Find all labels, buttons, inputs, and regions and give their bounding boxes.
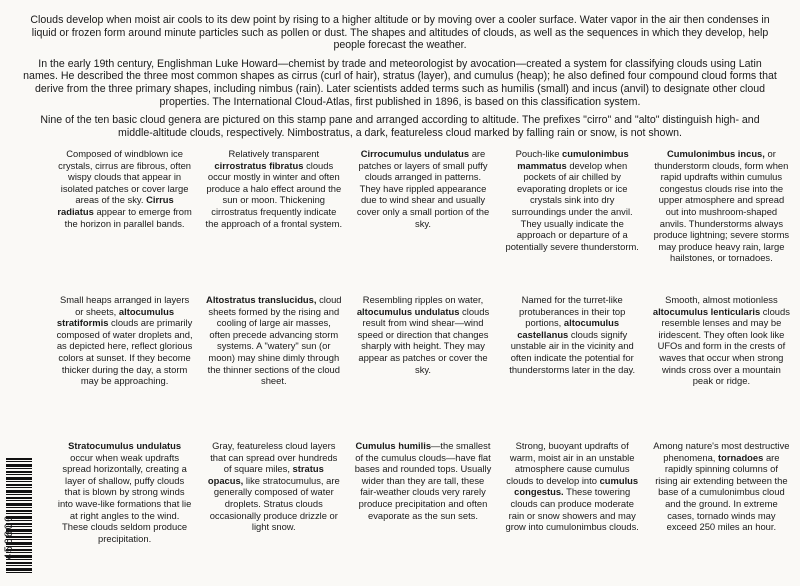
cell-pre: Strong, buoyant updrafts of warm, moist air in an unstable atmosphere cause cumulus clouds to develop into bbox=[506, 440, 635, 486]
cloud-name: altocumulus undulatus bbox=[356, 305, 460, 317]
cell-post: cloud sheets formed by the rising and cooling of large air masses, often precede advancing storm systems. A "watery" sun (or moon) may shine dimly through the thinner sections of the cloud sheet. bbox=[207, 294, 342, 387]
cloud-name: Cumulus humilis bbox=[355, 440, 432, 451]
cloud-cell-3 bbox=[348, 144, 497, 290]
cell-pre: Relatively transparent bbox=[228, 148, 320, 159]
cloud-name: altocumulus lenticularis bbox=[652, 305, 761, 317]
cloud-cell-15 bbox=[647, 436, 796, 580]
cell-pre: Among nature's most destructive phenomena, bbox=[653, 440, 790, 463]
cell-post: are patches or layers of small puffy clouds arranged in patterns. They have rippled appearance due to wind shear and usually cover only a small portion of the sky. bbox=[356, 148, 490, 229]
cloud-name: stratus opacus, bbox=[207, 463, 324, 486]
cell-post: —the smallest of the cumulus clouds—have flat bases and rounded tops. Usually wider than they are tall, these fair-weather clouds very rarely produce precipitation and often evaporate as the sun sets. bbox=[354, 440, 492, 521]
intro-paragraph-2: In the early 19th century, Englishman Luke Howard—chemist by trade and meteorologist by avocation—created a system for classifying clouds using Latin names. He described the three most common shapes as cirrus (curl of hair), stratus (layer), and cumulus (heap); he also defined four compound cloud forms that derive from the three primary shapes, including nimbus (rain). Later scientists added terms such as humilis (small) and incus (anvil) to designate other cloud properties. The International Cloud-Atlas, first published in 1896, is based on this classification system. bbox=[23, 57, 777, 108]
cell-post: clouds are primarily composed of water droplets and, as depicted here, reflect glorious colors at sunset. If they become thicker during the day, a storm may be approaching. bbox=[56, 317, 193, 387]
cloud-cell-12 bbox=[199, 436, 348, 580]
cloud-description-grid bbox=[50, 144, 796, 580]
intro-paragraph-3: Nine of the ten basic cloud genera are pictured on this stamp pane and arranged according to altitude. The prefixes "cirro" and "alto" distinguish high- and middle-altitude clouds, respectively. Nimbostratus, a dark, featureless cloud marked by falling rain or snow, is not shown. bbox=[40, 114, 760, 139]
cell-post: develop when pockets of air chilled by evaporating droplets or ice crystals sink into dry surroundings under the anvil. They usually indicate the approach or departure of a potentially severe thunderstorm. bbox=[505, 159, 639, 252]
cell-pre: Smooth, almost motionless bbox=[665, 294, 778, 305]
cloud-cell-1 bbox=[50, 144, 199, 290]
cell-post: clouds occur mostly in winter and often produce a halo effect around the sun or moon. Thickening cirrostratus frequently indicate the approach of a frontal system. bbox=[205, 159, 343, 229]
cloud-cell-4 bbox=[498, 144, 647, 290]
cloud-name: altocumulus stratiformis bbox=[56, 305, 175, 329]
cloud-name: Altostratus translucidus, bbox=[206, 294, 317, 305]
cell-pre: Small heaps arranged in layers or sheets, bbox=[59, 294, 190, 317]
cell-post: clouds result from wind shear—wind speed or direction that changes sharply with height. They may appear as patches or cover the sky. bbox=[357, 305, 490, 375]
cloud-cell-10 bbox=[647, 290, 796, 436]
cloud-name: cirrostratus fibratus bbox=[214, 159, 304, 171]
cell-post: or thunderstorm clouds, form when rapid updrafts within cumulus congestus clouds rise into the upper atmosphere and spread out into mushroom-shaped anvils. Thunderstorms always produce lightning; severe storms may produce heavy rain, large hailstones, or tornadoes. bbox=[653, 148, 790, 264]
cloud-cell-8 bbox=[348, 290, 497, 436]
cell-pre: Gray, featureless cloud layers that can spread over hundreds of square miles, bbox=[210, 440, 338, 475]
cloud-cell-6 bbox=[50, 290, 199, 436]
cloud-cell-9 bbox=[498, 290, 647, 436]
cloud-cell-13 bbox=[348, 436, 497, 580]
cloud-cell-11 bbox=[50, 436, 199, 580]
cloud-name: Cirrus radiatus bbox=[57, 194, 174, 217]
cloud-cell-14 bbox=[498, 436, 647, 580]
cloud-cell-5 bbox=[647, 144, 796, 290]
cloud-name: cumulonimbus mammatus bbox=[517, 148, 629, 171]
cell-post: These towering clouds can produce moderate rain or snow showers and may grow into cumulonimbus clouds. bbox=[505, 486, 639, 533]
cloud-name: Stratocumulus undulatus bbox=[68, 440, 182, 451]
cloud-cell-2 bbox=[199, 144, 348, 290]
cloud-name: Cirrocumulus undulatus bbox=[360, 148, 470, 159]
cell-pre: Pouch-like bbox=[515, 148, 560, 159]
cell-post: clouds signify unstable air in the vicinity and often indicate the potential for thunderstorms later in the day. bbox=[509, 328, 636, 375]
barcode-number: 456800 bbox=[4, 514, 16, 560]
cell-post: like stratocumulus, are generally composed of water droplets. Stratus clouds occasionally produce drizzle or light snow. bbox=[209, 474, 340, 533]
cloud-name: Cumulonimbus incus, bbox=[666, 148, 765, 159]
cell-post: are rapidly spinning columns of rising air extending between the base of a cumulonimbus cloud and the ground. In extreme cases, tornado winds may exceed 250 miles an hour. bbox=[655, 451, 788, 533]
cell-pre: Named for the turret-like protuberances in their top portions, bbox=[519, 294, 626, 329]
cloud-name: cumulus congestus. bbox=[514, 474, 639, 498]
cell-post: occur when weak updrafts spread horizontally, creating a layer of shallow, puffy clouds that is blown by strong winds into wave-like formations that lie at right angles to the wind. These clouds seldom produce precipitation. bbox=[57, 451, 192, 544]
cell-pre: Resembling ripples on water, bbox=[362, 294, 484, 305]
cloud-name: altocumulus castellanus bbox=[517, 317, 620, 340]
cloud-cell-7 bbox=[199, 290, 348, 436]
intro-paragraph-1: Clouds develop when moist air cools to its dew point by rising to a higher altitude or by moving over a cooler surface. Water vapor in the air then condenses in liquid or frozen form around minute particles such as pollen or dust. The shapes and altitudes of clouds, as well as the sequences in which they develop, help people forecast the weather. bbox=[30, 14, 770, 52]
intro-text bbox=[22, 14, 778, 145]
cloud-name: tornadoes bbox=[718, 451, 764, 463]
cell-post: appear to emerge from the horizon in parallel bands. bbox=[64, 205, 192, 229]
cell-post: clouds resemble lenses and may be iridescent. They often look like UFOs and form in the crests of waves that occur when strong winds cross over a mountain peak or ridge. bbox=[657, 305, 790, 387]
cell-pre: Composed of windblown ice crystals, cirrus are fibrous, often wispy clouds that appear in isolated patches or cover large areas of the sky. bbox=[58, 148, 192, 206]
